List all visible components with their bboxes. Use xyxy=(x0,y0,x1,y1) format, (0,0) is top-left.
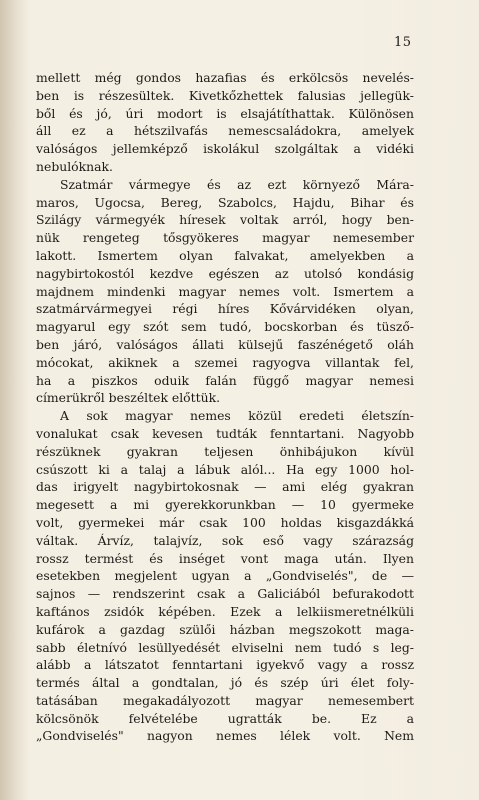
text-line: címerükről beszéltek előttük. xyxy=(36,390,221,406)
text-line: alább a látszatot fenntartani igyekvő vagy a rossz xyxy=(36,657,414,673)
text-line: volt, gyermekei már csak 100 holdas kisgazdákká xyxy=(36,514,414,530)
body-text xyxy=(36,69,414,745)
text-line: ből és jó, úri modort is elsajátíthattak. Különösen xyxy=(36,105,414,121)
text-line: magyarul egy szót sem tudó, bocskorban és tüsző- xyxy=(36,319,414,335)
text-line: mócokat, akiknek a szemei ragyogva villantak fel, xyxy=(36,354,414,370)
text-line: lakott. Ismertem olyan falvakat, amelyekben a xyxy=(36,247,414,263)
spine-shadow xyxy=(0,0,30,800)
text-line: ben is részesültek. Kivetkőzhettek falusias jellegük- xyxy=(36,87,414,103)
text-line: kaftános zsidók képében. Ezek a lelkiismeretnélküli xyxy=(36,603,414,619)
text-line: vonalukat csak kevesen tudták fenntartani. Nagyobb xyxy=(36,425,414,441)
text-line: Szatmár vármegye és az ezt környező Mára- xyxy=(60,176,414,192)
text-line: rossz termést és inséget vont maga után. Ilyen xyxy=(36,550,414,566)
paragraph-3 xyxy=(36,407,414,745)
text-line: kölcsönök felvételébe ugratták be. Ez a xyxy=(36,710,414,726)
text-line: majdnem mindenki magyar nemes volt. Ismertem a xyxy=(36,283,414,299)
text-line: A sok magyar nemes közül eredeti életszín- xyxy=(60,408,414,424)
paragraph-1 xyxy=(36,69,414,176)
text-line: mellett még gondos hazafias és erkölcsös nevelés- xyxy=(36,70,414,85)
text-line: ben járó, valóságos állati külsejű faszénégető oláh xyxy=(36,336,414,352)
text-line: áll ez a hétszilvafás nemescsaládokra, amelyek xyxy=(36,123,414,139)
page-number: 15 xyxy=(394,35,412,50)
text-line: részüknek gyakran teljesen önhibájukon kívül xyxy=(36,443,414,459)
text-line: megesett a mi gyerekkorunkban — 10 gyermeke xyxy=(36,497,414,513)
text-line: kufárok a gazdag szülői házban megszokott maga- xyxy=(36,621,414,637)
text-line: sajnos — rendszerint csak a Galiciából befurakodott xyxy=(36,586,414,602)
text-line: csúszott ki a talaj a lábuk alól... Ha egy 1000 hol- xyxy=(36,461,414,477)
text-line: nagybirtokostól kezdve egészen az utolsó kondásig xyxy=(36,265,414,281)
text-line: nebulóknak. xyxy=(36,158,113,174)
text-line: Szilágy vármegyék híresek voltak arról, hogy ben- xyxy=(36,212,414,228)
text-line: sabb életnívó lesüllyedését elviselni nem tudó s leg- xyxy=(36,639,414,655)
text-line: váltak. Árvíz, talajvíz, sok eső vagy szárazság xyxy=(36,532,414,548)
text-line: tatásában megakadályozott magyar nemesembert xyxy=(36,692,414,708)
text-line: maros, Ugocsa, Bereg, Szabolcs, Hajdu, Bihar és xyxy=(36,194,414,210)
text-line: ha a piszkos oduik falán függő magyar nemesi xyxy=(36,372,414,388)
text-line: esetekben megjelent ugyan a „Gondviselés", de — xyxy=(36,568,414,584)
text-line: termés által a gondtalan, jó és szép úri élet foly- xyxy=(36,675,414,691)
paragraph-2 xyxy=(36,176,414,407)
text-line: das irigyelt nagybirtokosnak — ami elég gyakran xyxy=(36,479,414,495)
text-line: nük rengeteg tősgyökeres magyar nemesember xyxy=(36,230,414,246)
text-line: szatmárvármegyei régi híres Kővárvidéken olyan, xyxy=(36,301,414,317)
text-line: valóságos jellemképző iskolákul szolgáltak a vidéki xyxy=(36,141,414,157)
text-line: „Gondviselés" nagyon nemes lélek volt. Nem xyxy=(36,728,414,744)
